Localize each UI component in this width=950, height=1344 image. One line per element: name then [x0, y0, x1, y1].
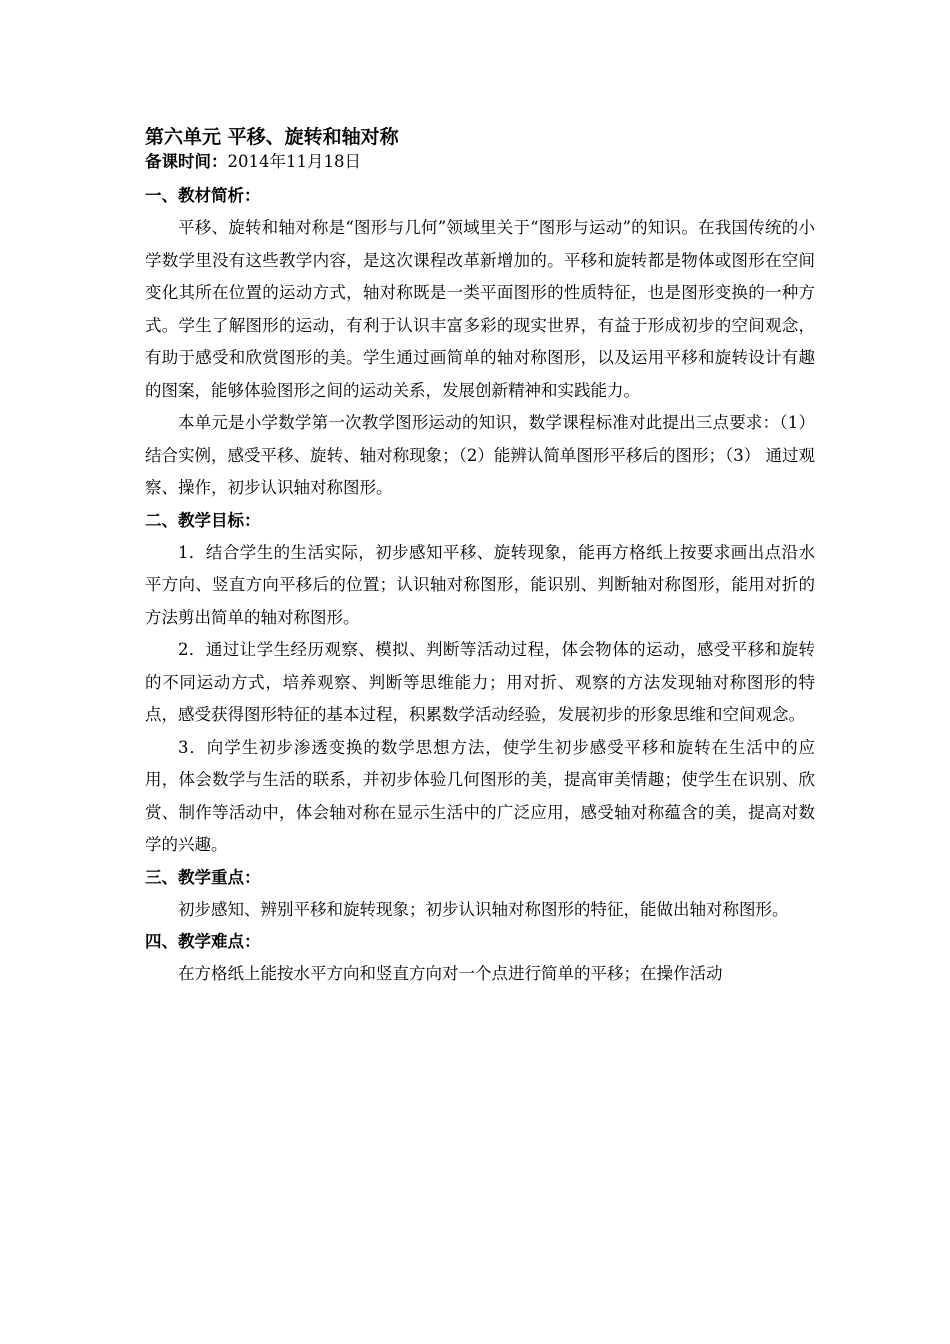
prep-date-label: 备课时间：	[145, 152, 228, 171]
paragraph: 初步感知、辨别平移和旋转现象；初步认识轴对称图形的特征，能做出轴对称图形。	[178, 899, 789, 919]
prep-date-value: 2014年11月18日	[227, 152, 361, 171]
document-page	[145, 124, 815, 991]
section-heading-teaching-goals: 二、教学目标：	[145, 510, 261, 530]
paragraph: 3．向学生初步渗透变换的数学思想方法，使学生初步感受平移和旋转在生活中的应用，体会数学与生活的联系，并初步体验几何图形的美，提高审美情趣；使学生在识别、欣赏、制作等活动中，体会轴对称在显示生活中的广泛应用，感受轴对称蕴含的美，提高对数学的兴趣。	[145, 737, 815, 854]
paragraph: 本单元是小学数学第一次教学图形运动的知识，数学课程标准对此提出三点要求：（1）结合实例，感受平移、旋转、轴对称现象；（2）能辨认简单图形平移后的图形；（3） 通过观察、操作，初步认识轴对称图形。	[145, 413, 815, 497]
paragraph: 平移、旋转和轴对称是“图形与几何”领域里关于“图形与运动”的知识。在我国传统的小学数学里没有这些教学内容，是这次课程改革新增加的。平移和旋转都是物体或图形在空间变化其所在位置的运动方式，轴对称既是一类平面图形的性质特征，也是图形变换的一种方式。学生了解图形的运动，有利于认识丰富多彩的现实世界，有益于形成初步的空间观念，有助于感受和欣赏图形的美。学生通过画简单的轴对称图形，以及运用平移和旋转设计有趣的图案，能够体验图形之间的运动关系，发展创新精神和实践能力。	[145, 218, 815, 400]
paragraph: 在方格纸上能按水平方向和竖直方向对一个点进行简单的平移；在操作活动	[178, 964, 723, 983]
paragraph: 2．通过让学生经历观察、模拟、判断等活动过程，体会物体的运动，感受平移和旋转的不同运动方式，培养观察、判断等思维能力；用对折、观察的方法发现轴对称图形的特点，感受获得图形特征的基本过程，积累数学活动经验，发展初步的形象思维和空间观念。	[145, 640, 815, 724]
section-heading-key-points: 三、教学重点：	[145, 867, 261, 887]
prep-date-line	[145, 150, 815, 174]
paragraph: 1．结合学生的生活实际，初步感知平移、旋转现象，能再方格纸上按要求画出点沿水平方向、竖直方向平移后的位置；认识轴对称图形，能识别、判断轴对称图形，能用对折的方法剪出简单的轴对称图形。	[145, 542, 815, 627]
section-heading-difficulties: 四、教学难点：	[145, 932, 261, 951]
section-heading-material-analysis: 一、教材简析：	[145, 186, 261, 205]
document-title: 第六单元 平移、旋转和轴对称	[145, 126, 399, 148]
